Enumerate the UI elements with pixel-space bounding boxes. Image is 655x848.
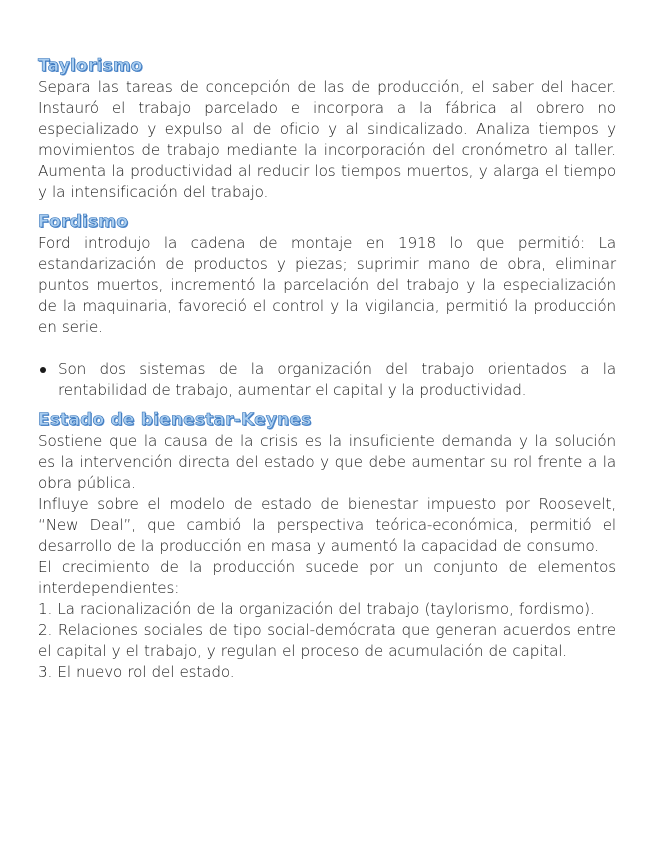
paragraph-keynes-2: Influye sobre el modelo de estado de bienestar impuesto por Roosevelt, “New Deal”, que cambió la perspectiva teórica-económica, permitió el desarrollo de la producción en masa y aumentó la capacidad de consumo.: [38, 495, 616, 555]
paragraph-keynes-1: Sostiene que la causa de la crisis es la insuficiente demanda y la solución es la intervención directa del estado y que debe aumentar su rol frente a la obra pública.: [38, 432, 616, 492]
paragraph-taylorismo: Separa las tareas de concepción de las de producción, el saber del hacer. Instauró el trabajo parcelado e incorpora a la fábrica al obrero no especializado y expulso al de oficio y al sindicalizado. Analiza tiempos y movimientos de trabajo mediante la incorporación del cronómetro al taller. Aumenta la productividad al reducir los tiempos muertos, y alarga el tiempo y la intensificación del trabajo.: [38, 78, 616, 201]
document-page: [38, 55, 616, 683]
bullet-list: [38, 359, 616, 401]
paragraph-fordismo: Ford introdujo la cadena de montaje en 1918 lo que permitió: La estandarización de productos y piezas; suprimir mano de obra, eliminar puntos muertos, incrementó la parcelación del trabajo y la especialización de la maquinaria, favoreció el control y la vigilancia, permitió la producción en serie.: [38, 234, 616, 336]
heading-fordismo: Fordismo: [38, 212, 129, 232]
list-item-1: 1. La racionalización de la organización del trabajo (taylorismo, fordismo).: [38, 600, 595, 618]
bullet-item: [38, 359, 616, 401]
list-item-3: 3. El nuevo rol del estado.: [38, 663, 235, 681]
paragraph-keynes-3: El crecimiento de la producción sucede por un conjunto de elementos interdependientes:: [38, 558, 616, 597]
bullet-dot-icon: [40, 367, 46, 373]
heading-keynes: Estado de bienestar-Keynes: [38, 410, 312, 430]
heading-taylorismo: Taylorismo: [38, 56, 143, 76]
bullet-text: Son dos sistemas de la organización del trabajo orientados a la rentabilidad de trabajo, aumentar el capital y la productividad.: [58, 360, 616, 399]
list-item-2: 2. Relaciones sociales de tipo social-demócrata que generan acuerdos entre el capital y el trabajo, y regulan el proceso de acumulación de capital.: [38, 621, 616, 660]
